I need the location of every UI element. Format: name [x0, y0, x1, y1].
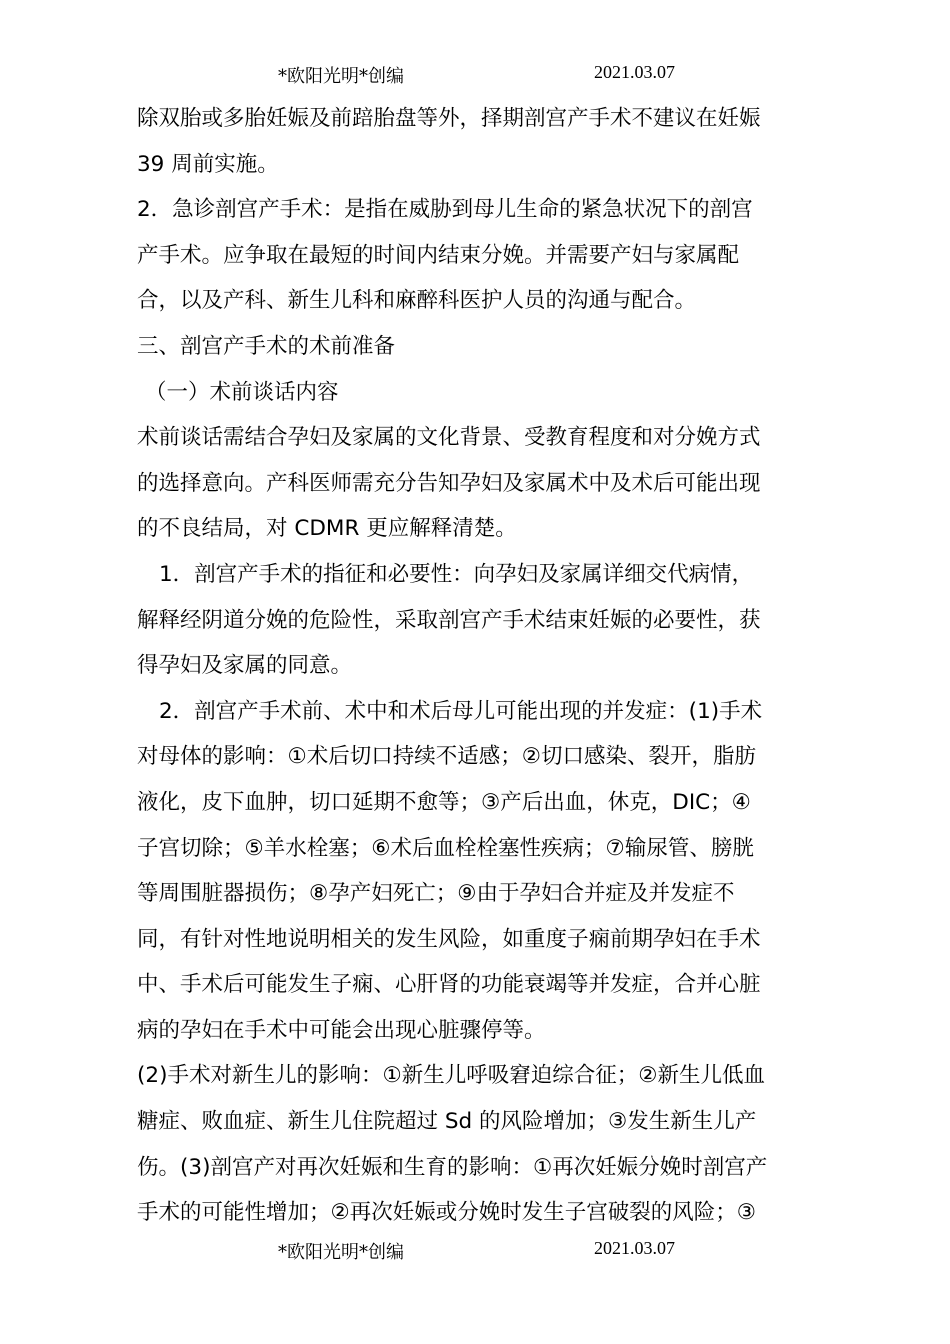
text-line: 的选择意向。产科医师需充分告知孕妇及家属术中及术后可能出现 [137, 470, 761, 496]
page-footer [0, 1238, 950, 1268]
text-line: 2．急诊剖宫产手术：是指在威胁到母儿生命的紧急状况下的剖宫 [137, 197, 753, 223]
footer-date: 2021.03.07 [594, 1238, 675, 1258]
text-line: 解释经阴道分娩的危险性，采取剖宫产手术结束妊娠的必要性，获 [137, 607, 761, 633]
text-line: 术前谈话需结合孕妇及家属的文化背景、受教育程度和对分娩方式 [137, 425, 761, 451]
text-line: (2)手术对新生儿的影响：①新生儿呼吸窘迫综合征；②新生儿低血 [137, 1063, 766, 1089]
text-line: 39 周前实施。 [137, 151, 279, 177]
text-line: 中、手术后可能发生子痫、心肝肾的功能衰竭等并发症，合并心脏 [137, 972, 761, 998]
text-line: 2．剖宫产手术前、术中和术后母儿可能出现的并发症：(1)手术 [159, 698, 763, 724]
text-line: 手术的可能性增加；②再次妊娠或分娩时发生子宫破裂的风险；③ [137, 1200, 757, 1226]
page-header [0, 62, 950, 92]
text-line: 子宫切除；⑤羊水栓塞；⑥术后血栓栓塞性疾病；⑦输尿管、膀胱 [137, 835, 754, 861]
text-line: 产手术。应争取在最短的时间内结束分娩。并需要产妇与家属配 [137, 242, 740, 268]
header-date: 2021.03.07 [594, 62, 675, 82]
header-author: *欧阳光明*创编 [278, 66, 404, 87]
text-line: 病的孕妇在手术中可能会出现心脏骤停等。 [137, 1017, 546, 1043]
text-line: 伤。(3)剖宫产对再次妊娠和生育的影响：①再次妊娠分娩时剖宫产 [137, 1154, 768, 1180]
text-line: 1．剖宫产手术的指征和必要性：向孕妇及家属详细交代病情， [159, 561, 754, 587]
document-body [137, 96, 817, 1236]
footer-author: *欧阳光明*创编 [278, 1242, 404, 1263]
text-line: 等周围脏器损伤；⑧孕产妇死亡；⑨由于孕妇合并症及并发症不 [137, 881, 735, 907]
subsection-heading: （一）术前谈话内容 [145, 379, 339, 405]
text-line: 糖症、败血症、新生儿住院超过 Sd 的风险增加；③发生新生儿产 [137, 1109, 757, 1135]
text-line: 合，以及产科、新生儿科和麻醉科医护人员的沟通与配合。 [137, 288, 697, 314]
text-line: 的不良结局，对 CDMR 更应解释清楚。 [137, 516, 517, 542]
text-line: 得孕妇及家属的同意。 [137, 653, 353, 679]
text-line: 除双胎或多胎妊娠及前踣胎盘等外，择期剖宫产手术不建议在妊娠 [137, 106, 761, 131]
section-heading: 三、剖宫产手术的术前准备 [137, 333, 396, 359]
text-line: 同，有针对性地说明相关的发生风险，如重度子痫前期孕妇在手术 [137, 926, 761, 952]
text-line: 对母体的影响：①术后切口持续不适感；②切口感染、裂开，脂肪 [137, 744, 757, 770]
text-line: 液化，皮下血肿，切口延期不愈等；③产后出血，休克，DIC；④ [137, 789, 751, 815]
